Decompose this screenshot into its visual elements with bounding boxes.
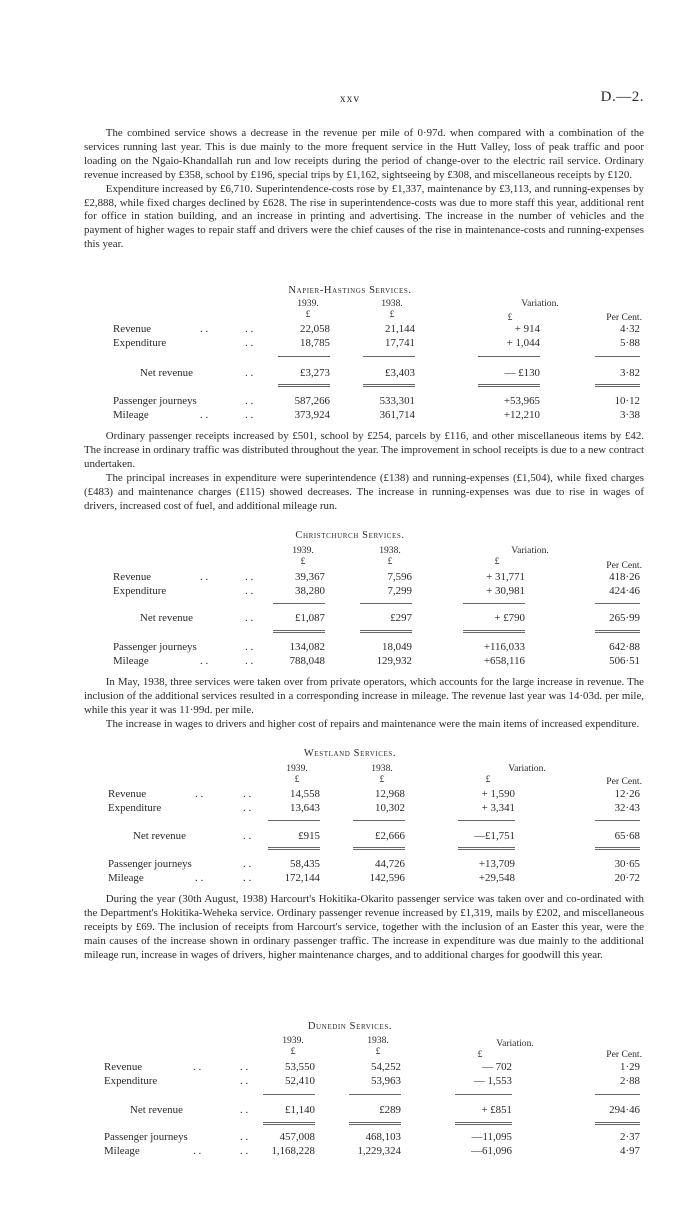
row-label: Passenger journeys bbox=[113, 395, 197, 407]
row-label: Revenue bbox=[113, 571, 152, 583]
col-1939: 1939. bbox=[297, 298, 319, 309]
cell: 1,229,324 bbox=[357, 1145, 401, 1157]
paragraph: The combined service shows a decrease in the revenue per mile of 0·97d. when compared with a combination of the services running last year. This is due mainly to the more frequent service in the Hutt Valley, loss of peak traffic and poor loading on the Ngaio-Khandallah run and low receipts during the period of change-over to the electric rail service. Ordinary revenue increased by £358, school by £196, special trips by £1,162, sightseeing by £308, and miscellaneous receipts by £120. bbox=[84, 127, 644, 181]
leader-dots: . . bbox=[243, 872, 252, 884]
unit-pound: £ bbox=[387, 556, 393, 567]
cell: £915 bbox=[298, 830, 320, 842]
cell: 2·88 bbox=[620, 1075, 640, 1087]
cell: 14,558 bbox=[290, 788, 320, 800]
cell: 468,103 bbox=[365, 1131, 401, 1143]
cell: 418·26 bbox=[609, 571, 640, 583]
cell: 5·88 bbox=[620, 337, 640, 349]
col-1938: 1938. bbox=[379, 545, 401, 556]
cell: + £851 bbox=[481, 1104, 512, 1116]
leader-dots: . . bbox=[245, 323, 254, 335]
leader-dots: . . bbox=[243, 788, 252, 800]
cell: 10,302 bbox=[375, 802, 405, 814]
col-variation: Variation. bbox=[508, 763, 546, 774]
westland-text bbox=[84, 893, 644, 963]
unit-pound: £ bbox=[305, 309, 311, 320]
leader-dots: . . bbox=[245, 395, 254, 407]
cell: +29,548 bbox=[478, 872, 515, 884]
row-label: Mileage bbox=[113, 655, 149, 667]
row-label: Mileage bbox=[108, 872, 144, 884]
row-label: Passenger journeys bbox=[108, 858, 192, 870]
leader-dots: . . bbox=[245, 337, 254, 349]
cell: 788,048 bbox=[289, 655, 325, 667]
cell: 32·43 bbox=[614, 802, 640, 814]
cell: 4·97 bbox=[620, 1145, 640, 1157]
cell: £297 bbox=[390, 612, 412, 624]
leader-dots: . . bbox=[195, 872, 204, 884]
cell: 58,435 bbox=[290, 858, 320, 870]
row-label: Expenditure bbox=[113, 585, 167, 597]
cell: — 702 bbox=[482, 1061, 512, 1073]
leader-dots: . . bbox=[245, 571, 254, 583]
cell: 7,596 bbox=[387, 571, 412, 583]
table-title-dunedin: Dunedin Services. bbox=[307, 1021, 393, 1032]
unit-pound: £ bbox=[294, 774, 300, 785]
leader-dots: . . bbox=[200, 409, 209, 421]
christchurch-text bbox=[84, 676, 644, 732]
row-label: Net revenue bbox=[133, 830, 186, 842]
cell: +53,965 bbox=[503, 395, 540, 407]
unit-percent: Per Cent. bbox=[606, 560, 642, 571]
col-variation: Variation. bbox=[511, 545, 549, 556]
cell: 20·72 bbox=[614, 872, 640, 884]
row-label: Mileage bbox=[113, 409, 149, 421]
cell: — 1,553 bbox=[473, 1075, 512, 1087]
cell: 12,968 bbox=[375, 788, 405, 800]
row-label: Revenue bbox=[113, 323, 152, 335]
cell: 424·46 bbox=[609, 585, 640, 597]
cell: —11,095 bbox=[471, 1131, 512, 1143]
cell: 38,280 bbox=[295, 585, 325, 597]
leader-dots: . . bbox=[200, 323, 209, 335]
cell: 3·82 bbox=[620, 367, 640, 379]
table-title-christchurch: Christchurch Services. bbox=[295, 530, 405, 541]
paragraph: Ordinary passenger receipts increased by £501, school by £254, parcels by £116, and other miscellaneous items by £42. The increase in ordinary traffic was distributed throughout the year. The improvement in school receipts is due to a new contract undertaken. bbox=[84, 430, 644, 470]
cell: 172,144 bbox=[284, 872, 320, 884]
cell: —61,096 bbox=[471, 1145, 512, 1157]
paragraph: The principal increases in expenditure were superintendence (£138) and running-expenses (£1,504), while fixed charges (£483) and maintenance charges (£115) showed decreases. The increase in running-expenses was due to rise in wages of drivers, increased cost of fuel, and additional mileage run. bbox=[84, 471, 644, 512]
leader-dots: . . bbox=[243, 858, 252, 870]
row-label: Mileage bbox=[104, 1145, 140, 1157]
col-variation: Variation. bbox=[496, 1038, 534, 1049]
col-1938: 1938. bbox=[371, 763, 393, 774]
row-label: Net revenue bbox=[140, 367, 193, 379]
cell: + 1,044 bbox=[506, 337, 540, 349]
cell: 129,932 bbox=[376, 655, 412, 667]
col-1939: 1939. bbox=[286, 763, 308, 774]
cell: +658,116 bbox=[483, 655, 525, 667]
napier-text bbox=[84, 430, 644, 513]
row-label: Passenger journeys bbox=[104, 1131, 188, 1143]
cell: 18,785 bbox=[300, 337, 330, 349]
cell: 17,741 bbox=[385, 337, 415, 349]
cell: + 30,981 bbox=[486, 585, 525, 597]
cell: +12,210 bbox=[503, 409, 540, 421]
cell: £3,403 bbox=[385, 367, 415, 379]
cell: 54,252 bbox=[371, 1061, 401, 1073]
cell: 53,963 bbox=[371, 1075, 401, 1087]
cell: 142,596 bbox=[369, 872, 405, 884]
col-variation: Variation. bbox=[521, 298, 559, 309]
cell: + 914 bbox=[514, 323, 540, 335]
unit-pound: £ bbox=[290, 1046, 296, 1057]
col-1938: 1938. bbox=[381, 298, 403, 309]
cell: 13,643 bbox=[290, 802, 320, 814]
cell: £3,273 bbox=[300, 367, 330, 379]
cell: 65·68 bbox=[614, 830, 640, 842]
leader-dots: . . bbox=[200, 655, 209, 667]
col-1939: 1939. bbox=[292, 545, 314, 556]
table-title-westland: Westland Services. bbox=[303, 748, 397, 759]
paragraph: In May, 1938, three services were taken over from private operators, which accounts for the large increase in revenue. The inclusion of the additional services resulted in a corresponding increase in mileage. The revenue last year was 14·03d. per mile, while this year it was 11·99d. per mile. bbox=[84, 676, 644, 716]
unit-percent: Per Cent. bbox=[606, 776, 642, 787]
col-1938: 1938. bbox=[367, 1035, 389, 1046]
unit-pound: £ bbox=[494, 556, 500, 567]
cell: 1·29 bbox=[620, 1061, 640, 1073]
cell: 12·26 bbox=[614, 788, 640, 800]
cell: 52,410 bbox=[285, 1075, 315, 1087]
leader-dots: . . bbox=[245, 612, 254, 624]
unit-pound: £ bbox=[379, 774, 385, 785]
cell: 1,168,228 bbox=[271, 1145, 315, 1157]
leader-dots: . . bbox=[240, 1075, 249, 1087]
cell: 642·88 bbox=[609, 641, 640, 653]
cell: £1,087 bbox=[295, 612, 325, 624]
leader-dots: . . bbox=[243, 802, 252, 814]
paragraph: The increase in wages to drivers and higher cost of repairs and maintenance were the main items of increased expenditure. bbox=[105, 717, 640, 730]
unit-percent: Per Cent. bbox=[606, 312, 642, 323]
row-label: Net revenue bbox=[140, 612, 193, 624]
cell: 3·38 bbox=[620, 409, 640, 421]
leader-dots: . . bbox=[245, 655, 254, 667]
cell: 294·46 bbox=[609, 1104, 640, 1116]
leader-dots: . . bbox=[243, 830, 252, 842]
cell: £2,666 bbox=[375, 830, 405, 842]
row-label: Net revenue bbox=[130, 1104, 183, 1116]
cell: £1,140 bbox=[285, 1104, 315, 1116]
cell: 21,144 bbox=[385, 323, 415, 335]
cell: 30·65 bbox=[614, 858, 640, 870]
cell: 10·12 bbox=[614, 395, 640, 407]
leader-dots: . . bbox=[245, 409, 254, 421]
leader-dots: . . bbox=[240, 1061, 249, 1073]
leader-dots: . . bbox=[245, 641, 254, 653]
cell: 361,714 bbox=[379, 409, 415, 421]
row-label: Revenue bbox=[108, 788, 147, 800]
cell: + 3,341 bbox=[481, 802, 515, 814]
cell: 7,299 bbox=[387, 585, 412, 597]
cell: — £130 bbox=[504, 367, 540, 379]
cell: 4·32 bbox=[620, 323, 640, 335]
leader-dots: . . bbox=[200, 571, 209, 583]
leader-dots: . . bbox=[195, 788, 204, 800]
leader-dots: . . bbox=[240, 1131, 249, 1143]
cell: + 1,590 bbox=[481, 788, 515, 800]
row-label: Expenditure bbox=[104, 1075, 158, 1087]
unit-pound: £ bbox=[375, 1046, 381, 1057]
cell: +13,709 bbox=[478, 858, 515, 870]
leader-dots: . . bbox=[240, 1104, 249, 1116]
leader-dots: . . bbox=[240, 1145, 249, 1157]
cell: 2·37 bbox=[620, 1131, 640, 1143]
cell: 457,008 bbox=[279, 1131, 315, 1143]
cell: 587,266 bbox=[294, 395, 330, 407]
paragraph: Expenditure increased by £6,710. Superintendence-costs rose by £1,337, maintenance by £3,113, and running-expenses by £2,888, while fixed charges declined by £628. The rise in superintendence-costs was due to more staff this year, additional rent for office in station building, and an increase in printing and advertising. The increase in the number of vehicles and the payment of higher wages to repair staff and drivers were the chief causes of the rise in maintenance-costs and running-expenses this year. bbox=[84, 182, 644, 251]
unit-pound: £ bbox=[477, 1049, 483, 1060]
unit-pound: £ bbox=[300, 556, 306, 567]
paragraph: During the year (30th August, 1938) Harcourt's Hokitika-Okarito passenger service was taken over and co-ordinated with the Department's Hokitika-Weheka service. Ordinary passenger revenue increased by £1,319, mails by £202, and miscellaneous receipts by £69. The inclusion of receipts from Harcourt's service, together with the inclusion of an Easter this year, were the main causes of the increase shown in ordinary passenger traffic. The increase in expenditure was due mainly to the additional mileage run, increase in wages of drivers, higher maintenance charges, and to additional charges for goodwill this year. bbox=[84, 893, 644, 961]
cell: 44,726 bbox=[375, 858, 405, 870]
unit-pound: £ bbox=[485, 774, 491, 785]
cell: 39,367 bbox=[295, 571, 325, 583]
intro-text bbox=[84, 127, 644, 252]
cell: 265·99 bbox=[609, 612, 640, 624]
cell: —£1,751 bbox=[474, 830, 515, 842]
cell: 18,049 bbox=[382, 641, 412, 653]
page-number: xxv bbox=[339, 93, 361, 105]
row-label: Expenditure bbox=[108, 802, 162, 814]
cell: 22,058 bbox=[300, 323, 330, 335]
cell: + £790 bbox=[494, 612, 525, 624]
leader-dots: . . bbox=[193, 1061, 202, 1073]
cell: +116,033 bbox=[483, 641, 525, 653]
cell: 134,082 bbox=[289, 641, 325, 653]
unit-percent: Per Cent. bbox=[606, 1049, 642, 1060]
row-label: Passenger journeys bbox=[113, 641, 197, 653]
unit-pound: £ bbox=[389, 309, 395, 320]
table-title-napier: Napier-Hastings Services. bbox=[288, 285, 412, 296]
cell: 506·51 bbox=[609, 655, 640, 667]
leader-dots: . . bbox=[245, 367, 254, 379]
cell: 53,550 bbox=[285, 1061, 315, 1073]
unit-pound: £ bbox=[507, 312, 513, 323]
col-1939: 1939. bbox=[282, 1035, 304, 1046]
cell: 373,924 bbox=[294, 409, 330, 421]
cell: 533,301 bbox=[379, 395, 415, 407]
document-code: D.—2. bbox=[600, 89, 644, 105]
row-label: Expenditure bbox=[113, 337, 167, 349]
leader-dots: . . bbox=[193, 1145, 202, 1157]
leader-dots: . . bbox=[245, 585, 254, 597]
cell: + 31,771 bbox=[486, 571, 525, 583]
row-label: Revenue bbox=[104, 1061, 143, 1073]
cell: £289 bbox=[379, 1104, 401, 1116]
